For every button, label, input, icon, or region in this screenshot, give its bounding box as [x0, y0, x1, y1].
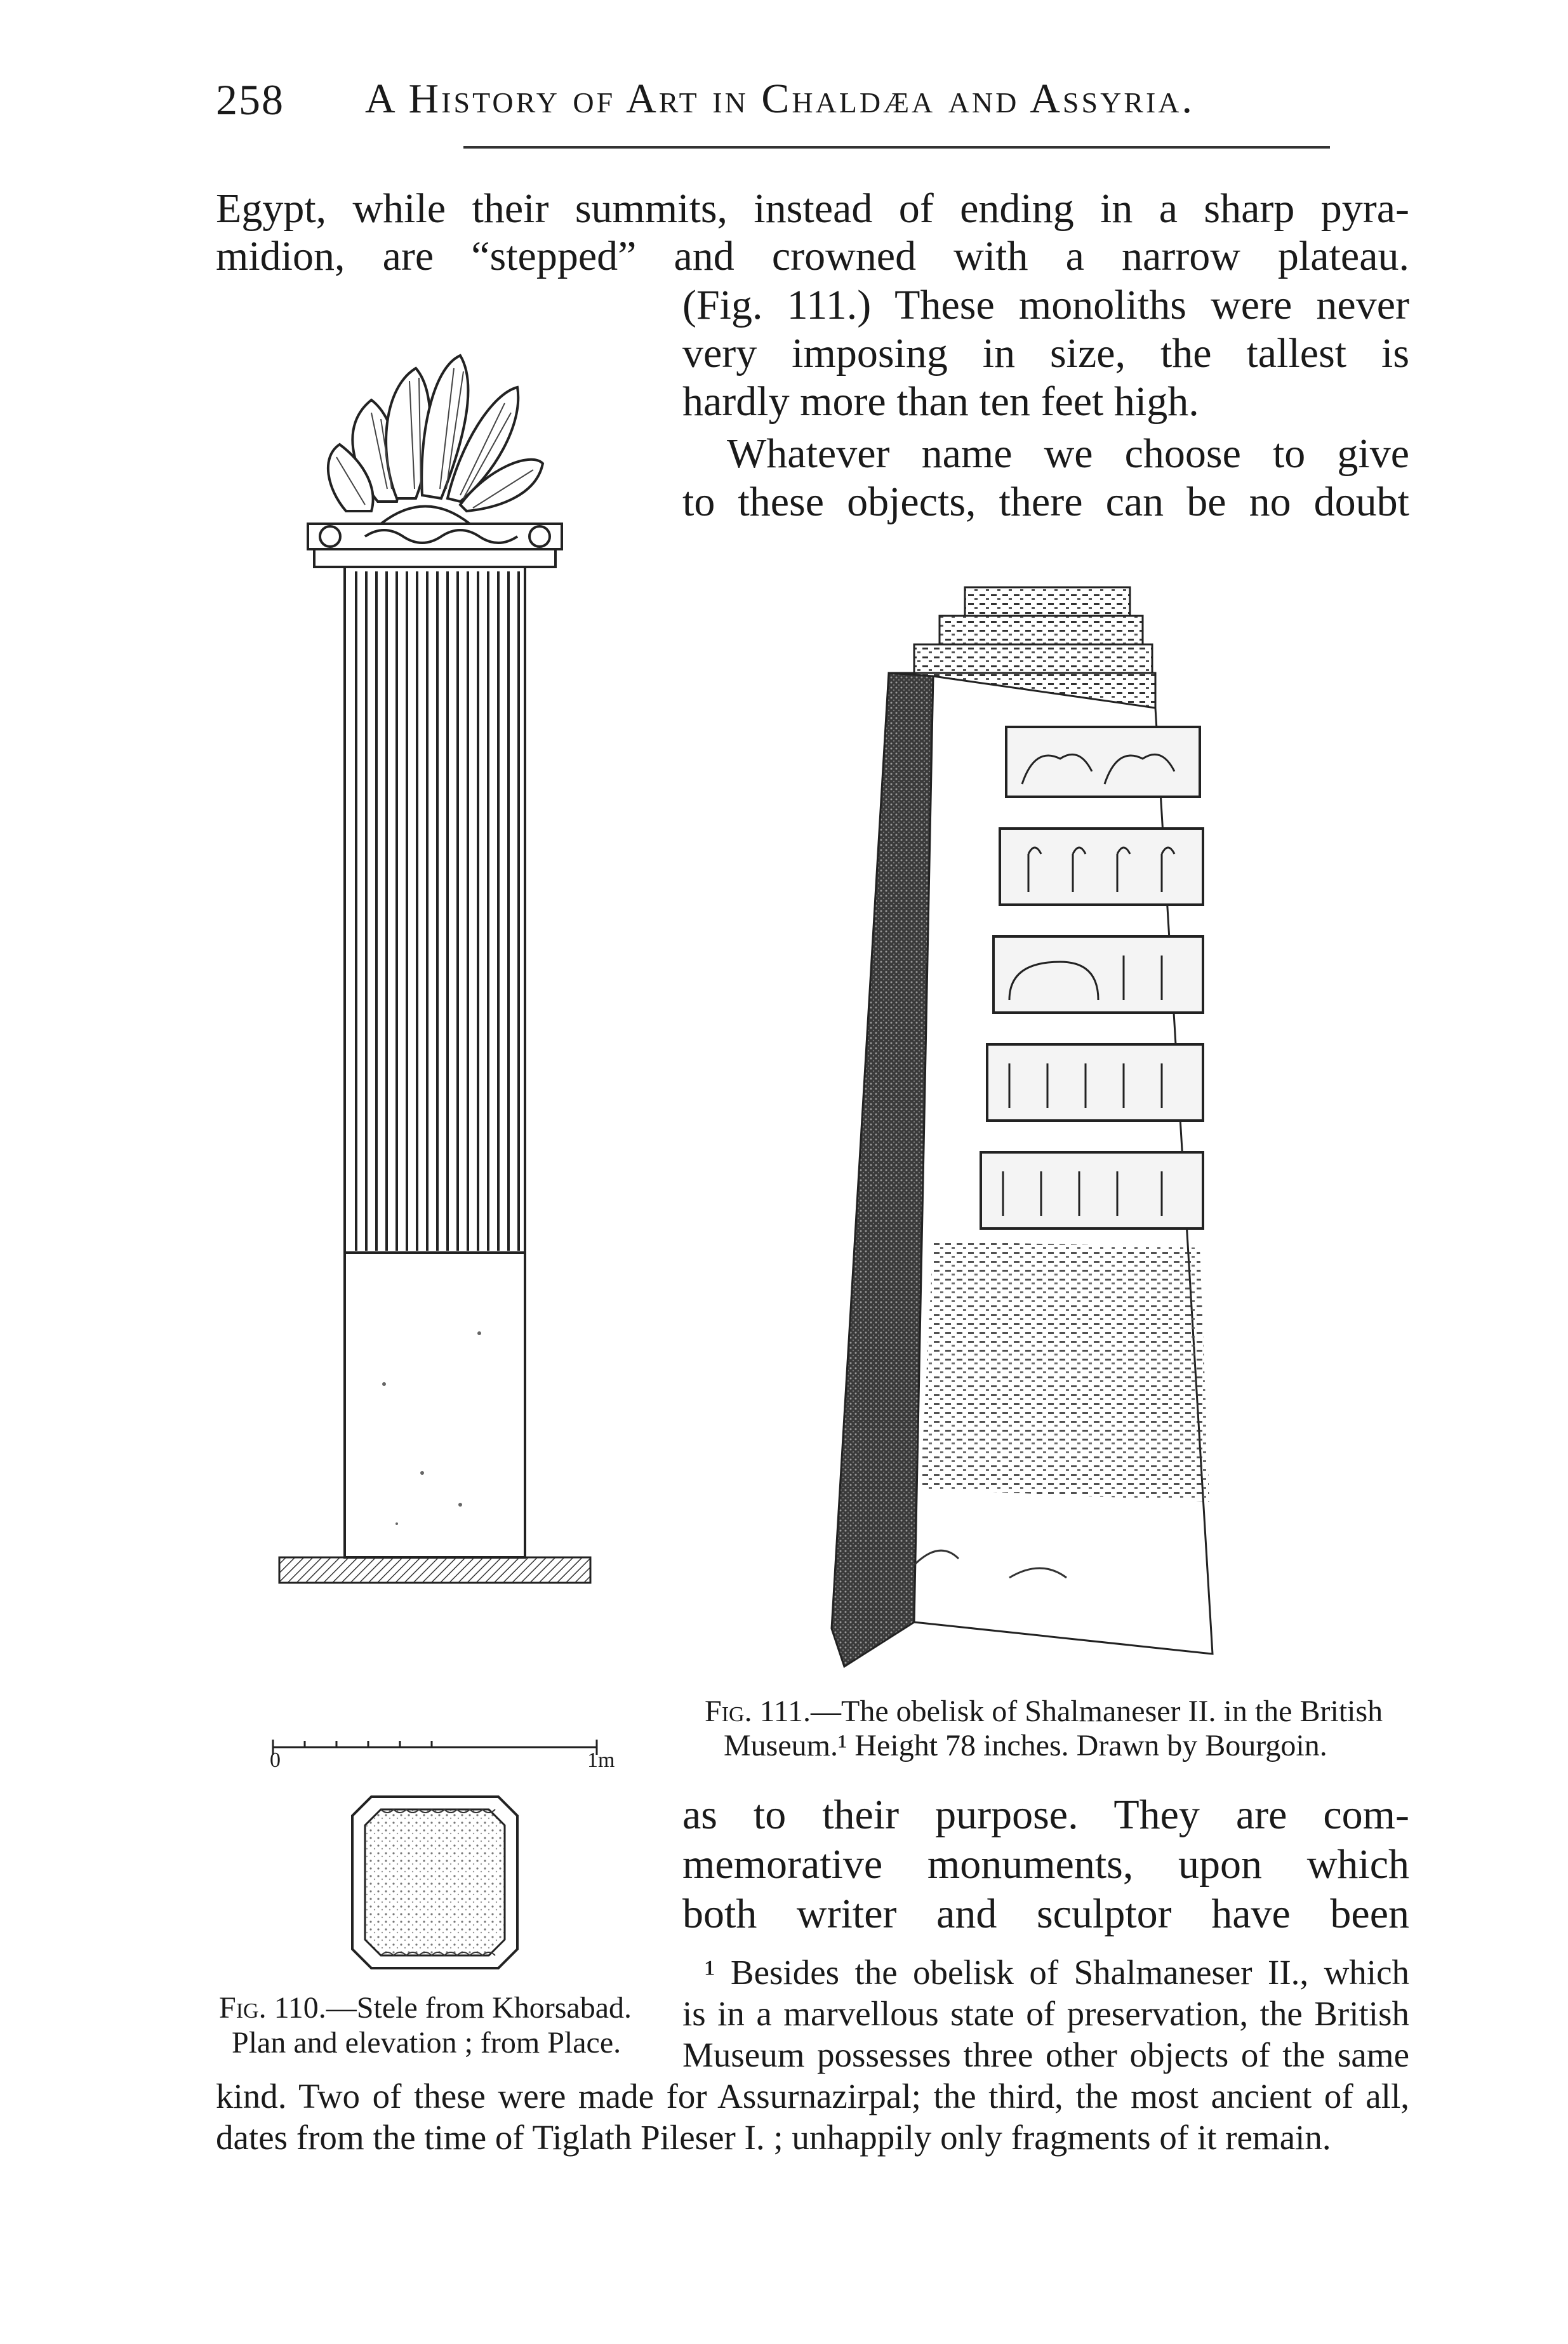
figure-110-stele-elevation: [270, 343, 600, 1619]
palmette-crest: [328, 356, 543, 524]
body-line: both writer and sculptor have been: [682, 1891, 1409, 1937]
fig110-caption-line1: [219, 1990, 632, 2026]
body-line: as to their purpose. They are com-: [682, 1792, 1409, 1838]
body-line: midion, are “stepped” and crowned with a narrow plateau.: [216, 233, 1409, 279]
footnote-line: ¹ Besides the obelisk of Shalmaneser II., which: [705, 1953, 1409, 1992]
running-title: A History of Art in Chaldæa and Assyria.: [365, 76, 1195, 122]
body-line: (Fig. 111.) These monoliths were never: [682, 282, 1409, 328]
fig111-caption-line1: [705, 1694, 1383, 1729]
fig111-caption-text: —The obelisk of Shalmaneser II. in the British: [811, 1695, 1383, 1728]
footnote-line: is in a marvellous state of preservation, the British: [682, 1994, 1409, 2033]
fig110-caption-label: Fig. 110.: [219, 1991, 326, 2025]
header-rule: [463, 146, 1330, 149]
page-number: 258: [216, 76, 284, 124]
footnote-line: Museum possesses three other objects of the same: [682, 2035, 1409, 2074]
footnote-line: dates from the time of Tiglath Pileser I. ; unhappily only fragments of it remain.: [216, 2118, 1331, 2157]
body-line: Whatever name we choose to give: [727, 430, 1409, 477]
body-line: memorative monuments, upon which: [682, 1841, 1409, 1888]
scale-end-label: 1m: [587, 1748, 615, 1772]
figure-110-stele-plan: [346, 1790, 524, 1974]
body-line: Egypt, while their summits, instead of ending in a sharp pyra-: [216, 185, 1409, 232]
fig111-caption-label: Fig. 111.: [705, 1695, 811, 1728]
scale-start-label: 0: [270, 1748, 281, 1772]
fig110-caption-line2: Plan and elevation ; from Place.: [232, 2026, 621, 2060]
footnote-line: kind. Two of these were made for Assurnazirpal; the third, the most ancient of all,: [216, 2077, 1409, 2115]
scale-bar: [267, 1728, 609, 1766]
body-line: hardly more than ten feet high.: [682, 378, 1199, 425]
fig110-caption-text: —Stele from Khorsabad.: [326, 1991, 632, 2025]
fig111-caption-line2: Museum.¹ Height 78 inches. Drawn by Bourgoin.: [724, 1729, 1327, 1762]
body-line: very imposing in size, the tallest is: [682, 330, 1409, 376]
figure-111-obelisk: [819, 575, 1276, 1679]
running-head: [0, 75, 1568, 132]
body-line: to these objects, there can be no doubt: [682, 479, 1409, 525]
